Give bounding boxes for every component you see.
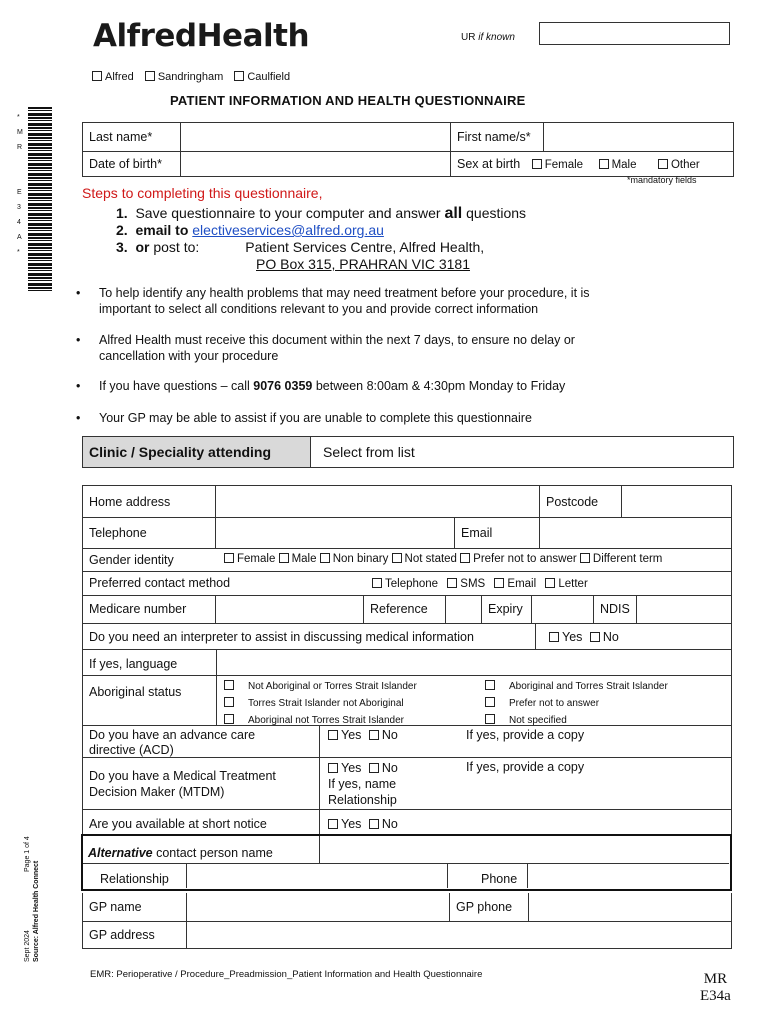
step-number: 1. [116,205,128,221]
barcode-icon [28,107,52,293]
contact-label: Preferred contact method [89,576,231,590]
sex-at-birth-row [451,152,734,177]
gender-options [224,553,662,565]
option-label: Non binary [332,553,389,565]
telephone-label: Telephone [83,518,216,549]
language-row [82,650,732,676]
postcode-label: Postcode [540,486,622,518]
interpreter-options [549,630,619,644]
option-label: Prefer not to answer [509,698,600,709]
barcode-char: * [17,114,20,121]
bullet-text: between 8:00am & 4:30pm Monday to Friday [315,379,566,393]
checkbox-icon[interactable] [234,71,244,81]
emr-footer: EMR: Perioperative / Procedure_Preadmission_Patient Information and Health Questionnaire [90,969,483,980]
checkbox-icon[interactable] [485,697,495,707]
checkbox-icon[interactable] [392,553,402,563]
alt-relationship-label: Relationship [100,872,169,886]
short-notice-options [328,817,398,831]
option-label: Telephone [385,578,439,590]
option-label: SMS [460,578,486,590]
bullet-text: Your GP may be able to assist if you are unable to complete this questionnaire [99,411,532,425]
divider [319,836,320,863]
home-address-input[interactable] [216,486,540,518]
bullet-2 [76,332,575,364]
step-number: 2. [116,222,128,238]
barcode-char: * [17,249,20,256]
alt-contact-label [88,846,273,860]
checkbox-icon[interactable] [320,553,330,563]
step-bold: or [135,239,150,255]
checkbox-icon[interactable] [599,159,609,169]
alt-bold: Alternative [88,846,153,860]
checkbox-icon[interactable] [92,71,102,81]
question-line: directive (ACD) [89,743,174,757]
option-label: Female [544,159,584,171]
steps-title: Steps to completing this questionnaire, [82,185,323,201]
divider [319,810,320,835]
expiry-label: Expiry [482,596,532,623]
step-number: 3. [116,239,128,255]
bullet-text: If you have questions – call [99,379,250,393]
bullet-text: Alfred Health must receive this document within the next 7 days, to ensure no delay or [99,333,575,347]
gp-phone-input[interactable] [529,893,732,921]
mtdm-question [89,768,276,800]
email-input[interactable] [540,518,732,549]
patient-table [82,122,734,177]
acd-question [89,728,255,758]
short-notice-row [82,810,732,836]
gender-label: Gender identity [89,553,174,567]
dob-label: Date of birth* [83,152,181,177]
bullet-text: cancellation with your procedure [99,349,279,363]
bullet-text: To help identify any health problems that may need treatment before your procedure, it is [99,286,590,300]
gp-table [82,893,732,949]
bullet-4 [76,410,532,426]
reference-input[interactable] [446,596,482,623]
alt-rest: contact person name [156,846,273,860]
option-label: No [381,728,398,742]
checkbox-icon[interactable] [224,680,234,690]
gender-not-stated[interactable] [392,553,457,565]
phone-number: 9076 0359 [253,379,313,393]
gp-phone-label: GP phone [450,893,529,921]
interpreter-row [82,623,732,650]
divider [186,863,187,888]
aboriginal-opt-4[interactable] [485,678,668,695]
sex-female[interactable] [532,159,583,171]
contact-telephone[interactable] [372,578,438,590]
mtdm-provide-copy: If yes, provide a copy [466,760,585,774]
aboriginal-opt-1[interactable] [224,678,417,695]
aboriginal-row [82,676,732,726]
form-code-line: E34a [700,988,731,1004]
barcode-char: 4 [17,219,21,226]
ndis-label: NDIS [594,596,637,623]
aboriginal-opt-2[interactable] [224,695,417,712]
ur-label-text: UR [461,32,476,43]
contact-options [372,578,588,590]
checkbox-icon[interactable] [224,697,234,707]
sex-label: Sex at birth [457,157,521,171]
step-2 [116,222,526,239]
mandatory-note: *mandatory fields [627,175,697,185]
checkbox-icon[interactable] [549,632,559,642]
short-notice-question: Are you available at short notice [89,817,267,831]
email-link[interactable]: electiveservices@alfred.org.au [192,222,384,238]
barcode-char: R [17,144,23,151]
dob-input[interactable] [181,152,451,177]
address-line: Patient Services Centre, Alfred Health, [245,239,485,255]
divider [535,623,536,649]
site-selector [92,71,298,83]
details-table [82,485,732,549]
interpreter-no[interactable] [590,630,619,644]
steps-list [116,205,526,273]
question-line: Do you have an advance care [89,728,256,742]
step-text: questions [466,205,527,221]
contact-letter[interactable] [545,578,587,590]
checkbox-icon[interactable] [328,763,338,773]
gender-male[interactable] [279,553,317,565]
option-label: Other [670,159,700,171]
interpreter-yes[interactable] [549,630,582,644]
checkbox-icon[interactable] [590,632,600,642]
step-text: Save questionnaire to your computer and answer [135,205,441,221]
bullet-icon: • [76,333,81,347]
address-line-2: PO Box 315, PRAHRAN VIC 3181 [256,256,470,272]
bullet-icon: • [76,286,81,300]
form-code [700,971,731,1005]
site-alfred[interactable] [92,71,134,83]
acd-options [328,728,398,742]
site-label: Caulfield [247,71,291,83]
divider [319,758,320,809]
step-text: post to: [153,239,200,255]
aboriginal-opt-5[interactable] [485,695,668,712]
checkbox-icon[interactable] [369,819,379,829]
home-address-label: Home address [83,486,216,518]
option-label: Letter [558,578,588,590]
option-label: Yes [341,817,362,831]
option-label: No [381,817,398,831]
medicare-label: Medicare number [83,596,216,623]
step-3 [116,239,526,256]
mtdm-if-yes-name: If yes, name [328,777,397,791]
mtdm-yes[interactable] [328,761,361,775]
question-line: Do you have a Medical Treatment [89,769,276,783]
mtdm-row [82,758,732,810]
acd-provide-copy: If yes, provide a copy [466,728,585,742]
site-label: Sandringham [157,71,224,83]
option-label: Female [237,553,276,565]
mtdm-relationship: Relationship [328,793,397,807]
checkbox-icon[interactable] [328,730,338,740]
checkbox-icon[interactable] [145,71,155,81]
option-label: Not stated [404,553,457,565]
barcode-char: M [17,129,23,136]
last-name-label: Last name* [83,123,181,152]
side-page: Page 1 of 4 [24,836,31,872]
bullet-text: important to select all conditions relevant to you and provide correct information [99,302,539,316]
option-label: Not specified [509,715,567,726]
contact-row [82,572,732,596]
option-label: Male [611,159,637,171]
option-label: Email [507,578,537,590]
alternative-contact-box [81,834,732,891]
gp-address-input[interactable] [187,921,732,948]
aboriginal-label: Aboriginal status [89,685,182,699]
checkbox-icon[interactable] [369,763,379,773]
checkbox-icon[interactable] [460,553,470,563]
bullet-icon: • [76,379,81,393]
option-label: No [381,761,398,775]
option-label: Aboriginal and Torres Strait Islander [509,681,668,692]
checkbox-icon[interactable] [372,578,382,588]
option-label: Yes [341,728,362,742]
acd-no[interactable] [369,728,398,742]
checkbox-icon[interactable] [485,714,495,724]
ur-input[interactable] [539,22,730,45]
gender-different[interactable] [580,553,662,565]
clinic-select[interactable]: Select from list [323,444,415,460]
question-line: Decision Maker (MTDM) [89,785,225,799]
expiry-input[interactable] [532,596,594,623]
form-code-line: MR [703,971,728,987]
ndis-input[interactable] [636,596,731,623]
barcode-char: A [17,234,22,241]
gender-non-binary[interactable] [320,553,389,565]
checkbox-icon[interactable] [447,578,457,588]
aboriginal-col-2 [485,678,668,729]
option-label: No [602,630,619,644]
site-label: Alfred [105,71,134,83]
gender-female[interactable] [224,553,275,565]
option-label: Yes [341,761,362,775]
option-label: Different term [592,553,663,565]
email-label: Email [455,518,540,549]
checkbox-icon[interactable] [545,578,555,588]
short-notice-no[interactable] [369,817,398,831]
step-bold: email to [135,222,189,238]
first-name-input[interactable] [544,123,734,152]
ur-label [461,32,515,43]
checkbox-icon[interactable] [224,714,234,724]
option-label: Aboriginal not Torres Strait Islander [248,715,405,726]
checkbox-icon[interactable] [580,553,590,563]
side-source: Source: Alfred Health Connect [33,860,40,962]
page-title: PATIENT INFORMATION AND HEALTH QUESTIONNAIRE [170,93,526,108]
divider [319,726,320,757]
divider [216,650,217,675]
ur-hint: if known [478,32,515,43]
bullet-icon: • [76,411,81,425]
divider [527,863,528,888]
clinic-label: Clinic / Speciality attending [83,437,311,467]
checkbox-icon[interactable] [494,578,504,588]
step-bold: all [444,205,463,222]
option-label: Prefer not to answer [473,553,577,565]
barcode-char: E [17,189,22,196]
divider [83,863,729,864]
last-name-input[interactable] [181,123,451,152]
acd-row [82,726,732,758]
medicare-table [82,596,732,624]
checkbox-icon[interactable] [369,730,379,740]
bullet-3 [76,378,566,394]
checkbox-icon[interactable] [328,819,338,829]
sex-male[interactable] [599,159,637,171]
language-label: If yes, language [89,657,178,671]
contact-sms[interactable] [447,578,485,590]
step-1 [116,205,526,222]
checkbox-icon[interactable] [279,553,289,563]
option-label: Male [291,553,317,565]
postcode-input[interactable] [622,486,732,518]
clinic-row [82,436,734,468]
interpreter-question: Do you need an interpreter to assist in discussing medical information [89,630,474,644]
checkbox-icon[interactable] [224,553,234,563]
checkbox-icon[interactable] [485,680,495,690]
divider [216,676,217,725]
site-sandringham[interactable] [145,71,223,83]
gp-address-label: GP address [83,921,187,948]
barcode-char: 3 [17,204,21,211]
alfred-health-logo: AlfredHealth [93,18,310,54]
aboriginal-col-1 [224,678,417,729]
gp-name-input[interactable] [187,893,450,921]
contact-email[interactable] [494,578,536,590]
alt-phone-label: Phone [481,872,518,886]
mtdm-options [328,760,398,808]
barcode-chars [17,110,25,260]
side-date: Sept 2024 [24,930,31,962]
gender-row [82,548,732,572]
acd-yes[interactable] [328,728,361,742]
medicare-input[interactable] [216,596,364,623]
option-label: Yes [562,630,583,644]
divider [447,863,448,888]
first-name-label: First name/s* [451,123,544,152]
gender-prefer-not[interactable] [460,553,577,565]
mtdm-no[interactable] [369,761,398,775]
bullet-1 [76,285,590,317]
short-notice-yes[interactable] [328,817,361,831]
reference-label: Reference [364,596,446,623]
site-caulfield[interactable] [234,71,290,83]
checkbox-icon[interactable] [658,159,668,169]
sex-other[interactable] [658,159,700,171]
option-label: Torres Strait Islander not Aboriginal [248,698,404,709]
checkbox-icon[interactable] [532,159,542,169]
telephone-input[interactable] [216,518,455,549]
option-label: Not Aboriginal or Torres Strait Islander [248,681,417,692]
gp-name-label: GP name [83,893,187,921]
